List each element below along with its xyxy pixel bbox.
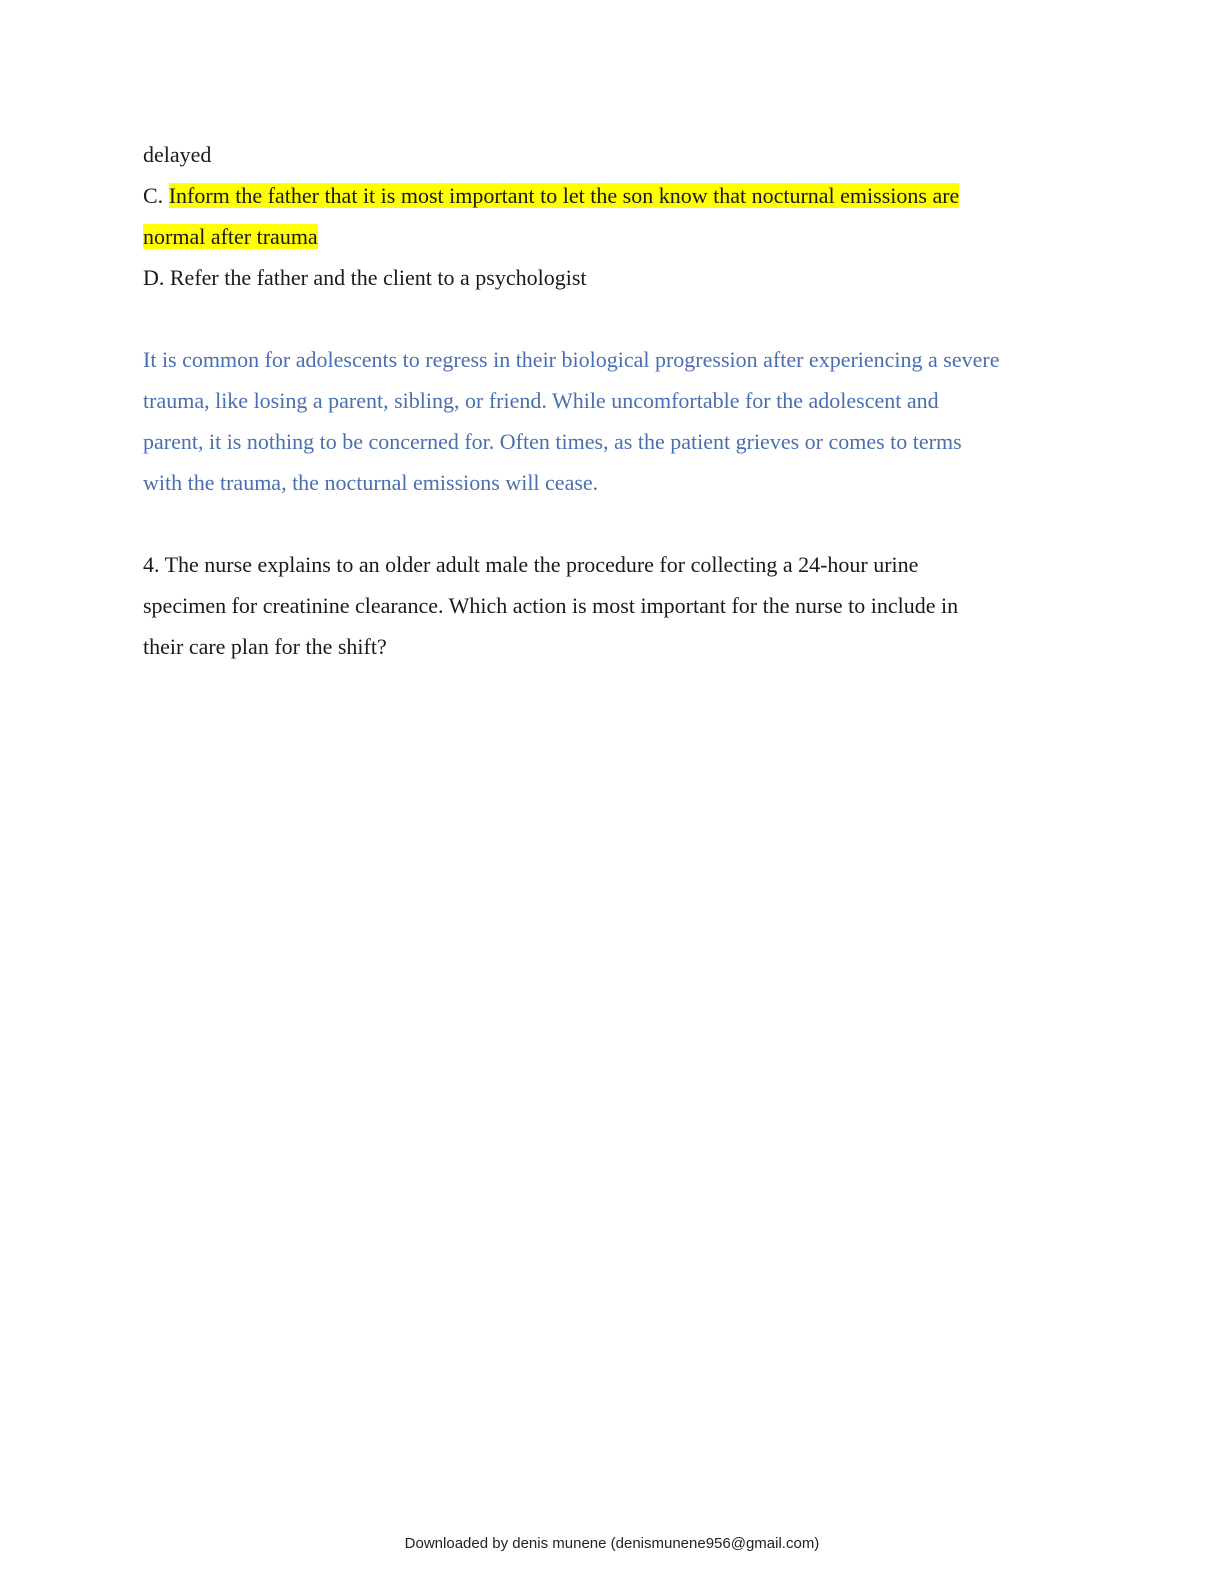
option-c-highlighted-text: Inform the father that it is most important to let the son know that nocturnal emissions are [168, 183, 960, 208]
download-footer: Downloaded by denis munene (denismunene956@gmail.com) [404, 1535, 820, 1552]
document-page [143, 134, 1083, 667]
rationale-line: It is common for adolescents to regress in their biological progression after experiencing a severe [143, 347, 1000, 372]
option-c-letter: C. [143, 183, 169, 208]
rationale-line: with the trauma, the nocturnal emissions will cease. [143, 470, 599, 495]
option-c [143, 175, 1083, 216]
rationale-line: trauma, like losing a parent, sibling, or friend. While uncomfortable for the adolescent and [143, 388, 939, 413]
option-b-continuation: delayed [143, 142, 212, 167]
question-line: specimen for creatinine clearance. Which action is most important for the nurse to include in [143, 593, 959, 618]
question-line: their care plan for the shift? [143, 634, 387, 659]
rationale-paragraph [143, 339, 1083, 503]
paragraph-gap [143, 298, 1083, 339]
question-line: 4. The nurse explains to an older adult male the procedure for collecting a 24-hour urine [143, 552, 919, 577]
rationale-line: parent, it is nothing to be concerned for. Often times, as the patient grieves or comes to terms [143, 429, 962, 454]
question-4 [143, 544, 1083, 667]
option-c-continuation [143, 216, 1083, 257]
paragraph-gap [143, 503, 1083, 544]
option-c-highlighted-text-continued: normal after trauma [143, 224, 318, 249]
option-d: D. Refer the father and the client to a psychologist [143, 265, 587, 290]
